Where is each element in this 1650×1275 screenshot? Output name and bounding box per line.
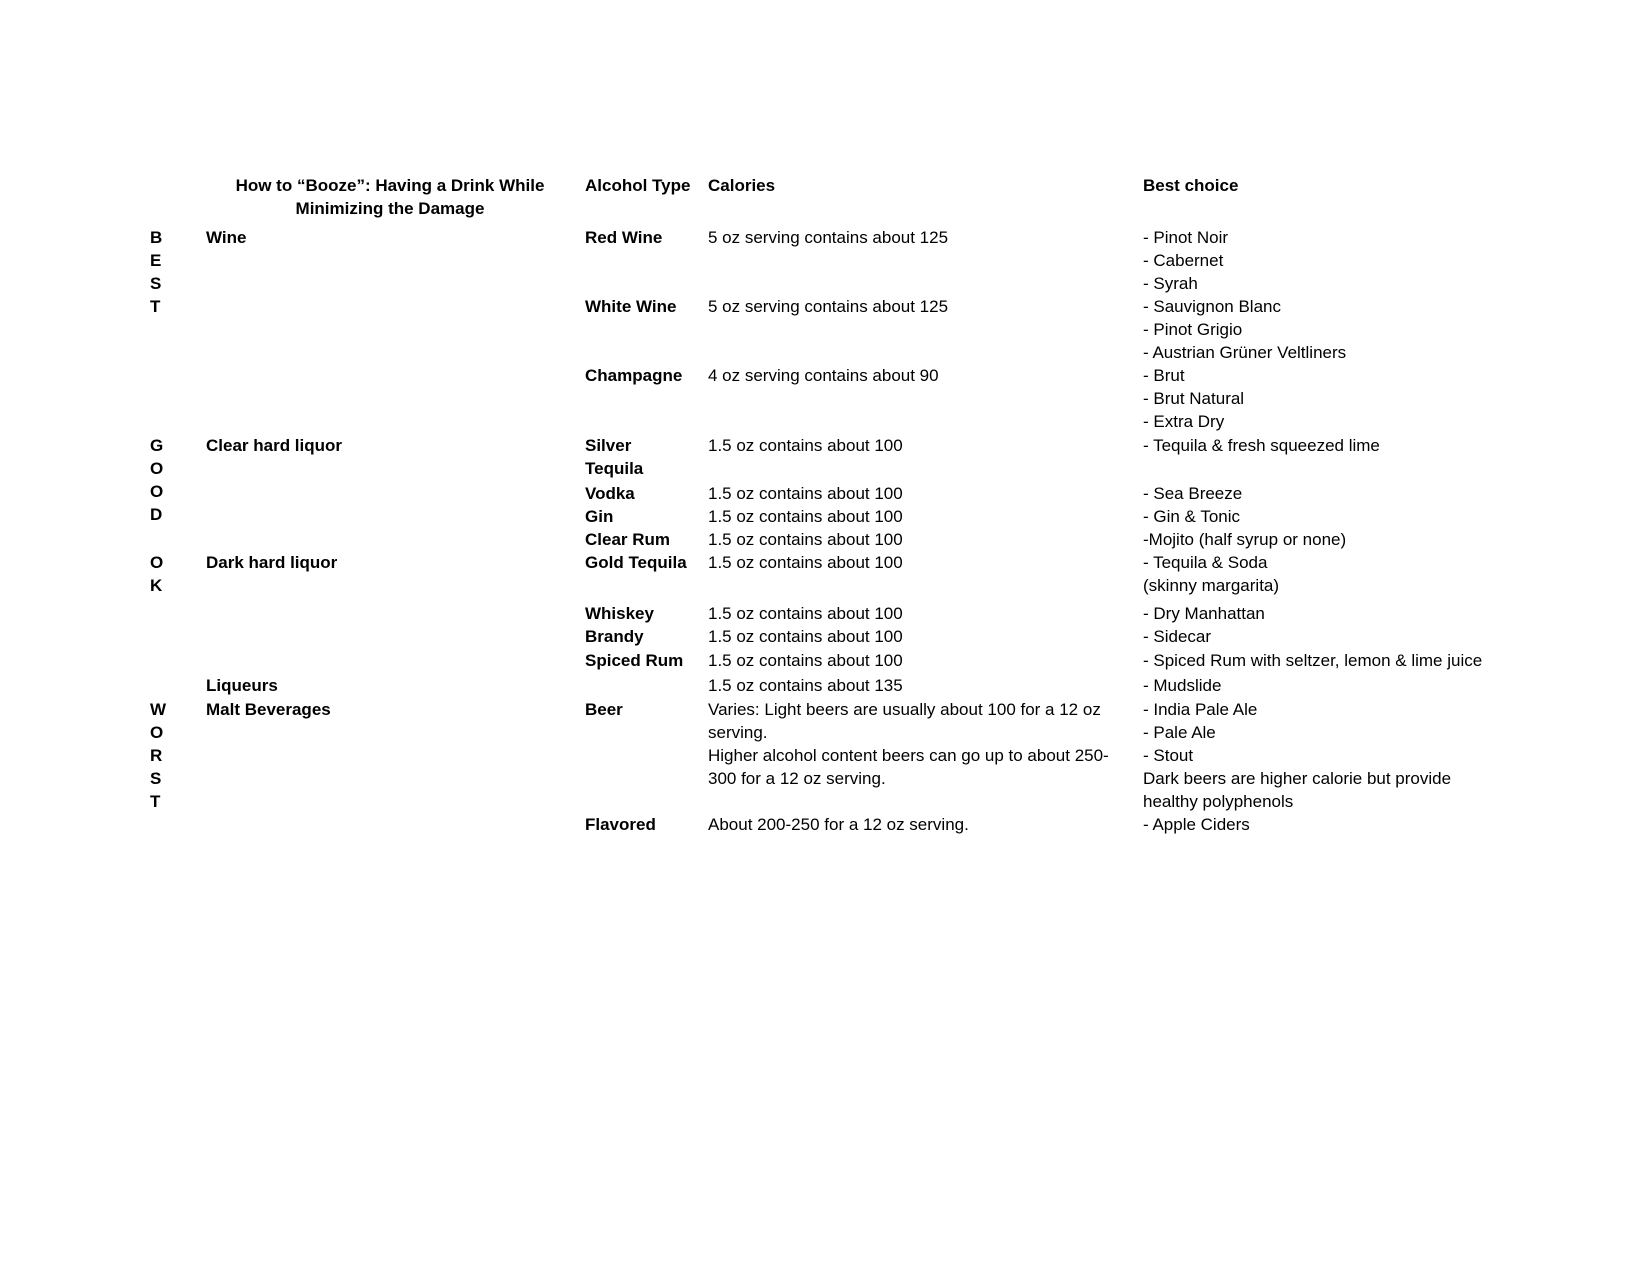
category-clear-hard-liquor: Clear hard liquor: [206, 436, 343, 455]
best-choice-item: - Syrah: [1143, 274, 1198, 293]
type-whiskey: Whiskey: [585, 604, 654, 623]
tier-ok-label: [150, 551, 170, 597]
best-choice-item: - Sauvignon Blanc: [1143, 297, 1281, 316]
calories-gin: 1.5 oz contains about 100: [708, 507, 903, 526]
calories-flavored: About 200-250 for a 12 oz serving.: [708, 815, 969, 834]
tier-good-label: [150, 434, 170, 526]
tier-letter: S: [150, 769, 162, 788]
type-flavored: Flavored: [585, 815, 656, 834]
tier-letter: D: [150, 505, 163, 524]
type-silver-tequila: Silver: [585, 436, 632, 455]
calories-clear-rum: 1.5 oz contains about 100: [708, 530, 903, 549]
best-choice-item: - Cabernet: [1143, 251, 1224, 270]
best-choice-item: -Mojito (half syrup or none): [1143, 530, 1347, 549]
calories-beer-line: Higher alcohol content beers can go up to about 250-: [708, 746, 1109, 765]
calories-champagne: 4 oz serving contains about 90: [708, 366, 939, 385]
best-choice-item: - Extra Dry: [1143, 412, 1225, 431]
page-title: How to “Booze”: Having a Drink While Minimizing the Damage: [235, 176, 545, 218]
type-red-wine: Red Wine: [585, 228, 663, 247]
header-alcohol-type: Alcohol Type: [585, 176, 691, 195]
calories-beer-line: Varies: Light beers are usually about 100 for a 12 oz: [708, 700, 1101, 719]
best-choice-item: - Tequila & Soda: [1143, 553, 1268, 572]
best-choice-note: Dark beers are higher calorie but provide: [1143, 769, 1452, 788]
tier-worst-label: [150, 698, 170, 813]
best-choice-item: - Tequila & fresh squeezed lime: [1143, 436, 1380, 455]
tier-letter: O: [150, 482, 164, 501]
header-calories: Calories: [708, 176, 776, 195]
category-malt-beverages: Malt Beverages: [206, 700, 331, 719]
tier-letter: B: [150, 228, 163, 247]
calories-beer-line: serving.: [708, 723, 768, 742]
best-choice-item: (skinny margarita): [1143, 576, 1280, 595]
best-choice-item: - Sea Breeze: [1143, 484, 1243, 503]
best-choice-item: - Spiced Rum with seltzer, lemon & lime juice: [1143, 651, 1483, 670]
type-clear-rum: Clear Rum: [585, 530, 671, 549]
type-gin: Gin: [585, 507, 614, 526]
header-best-choice: Best choice: [1143, 176, 1239, 195]
best-choice-item: - Sidecar: [1143, 627, 1212, 646]
calories-vodka: 1.5 oz contains about 100: [708, 484, 903, 503]
best-choice-item: - Brut: [1143, 366, 1185, 385]
best-choice-item: - Mudslide: [1143, 676, 1222, 695]
tier-best-label: [150, 226, 170, 318]
category-liqueurs: Liqueurs: [206, 676, 278, 695]
best-choice-item: - Gin & Tonic: [1143, 507, 1241, 526]
calories-brandy: 1.5 oz contains about 100: [708, 627, 903, 646]
type-silver-tequila-line2: Tequila: [585, 459, 644, 478]
best-choice-item: - India Pale Ale: [1143, 700, 1258, 719]
type-brandy: Brandy: [585, 627, 644, 646]
tier-letter: E: [150, 251, 162, 270]
tier-letter: T: [150, 297, 161, 316]
category-wine: Wine: [206, 228, 247, 247]
best-choice-item: - Stout: [1143, 746, 1194, 765]
best-choice-item: - Dry Manhattan: [1143, 604, 1265, 623]
tier-letter: G: [150, 436, 164, 455]
type-champagne: Champagne: [585, 366, 683, 385]
calories-red-wine: 5 oz serving contains about 125: [708, 228, 949, 247]
category-dark-hard-liquor: Dark hard liquor: [206, 553, 338, 572]
type-spiced-rum: Spiced Rum: [585, 651, 684, 670]
type-gold-tequila: Gold Tequila: [585, 553, 687, 572]
best-choice-item: - Pale Ale: [1143, 723, 1216, 742]
best-choice-item: - Austrian Grüner Veltliners: [1143, 343, 1347, 362]
calories-whiskey: 1.5 oz contains about 100: [708, 604, 903, 623]
best-choice-note: healthy polyphenols: [1143, 792, 1294, 811]
tier-letter: R: [150, 746, 163, 765]
calories-beer-line: 300 for a 12 oz serving.: [708, 769, 886, 788]
best-choice-item: - Apple Ciders: [1143, 815, 1250, 834]
tier-letter: O: [150, 723, 164, 742]
calories-silver-tequila: 1.5 oz contains about 100: [708, 436, 903, 455]
tier-letter: O: [150, 553, 164, 572]
tier-letter: W: [150, 700, 167, 719]
calories-gold-tequila: 1.5 oz contains about 100: [708, 553, 903, 572]
tier-letter: S: [150, 274, 162, 293]
type-beer: Beer: [585, 700, 623, 719]
best-choice-item: - Brut Natural: [1143, 389, 1245, 408]
tier-letter: K: [150, 576, 163, 595]
calories-liqueurs: 1.5 oz contains about 135: [708, 676, 903, 695]
calories-white-wine: 5 oz serving contains about 125: [708, 297, 949, 316]
best-choice-item: - Pinot Noir: [1143, 228, 1229, 247]
calories-spiced-rum: 1.5 oz contains about 100: [708, 651, 903, 670]
best-choice-item: - Pinot Grigio: [1143, 320, 1243, 339]
tier-letter: O: [150, 459, 164, 478]
tier-letter: T: [150, 792, 161, 811]
type-white-wine: White Wine: [585, 297, 677, 316]
type-vodka: Vodka: [585, 484, 635, 503]
